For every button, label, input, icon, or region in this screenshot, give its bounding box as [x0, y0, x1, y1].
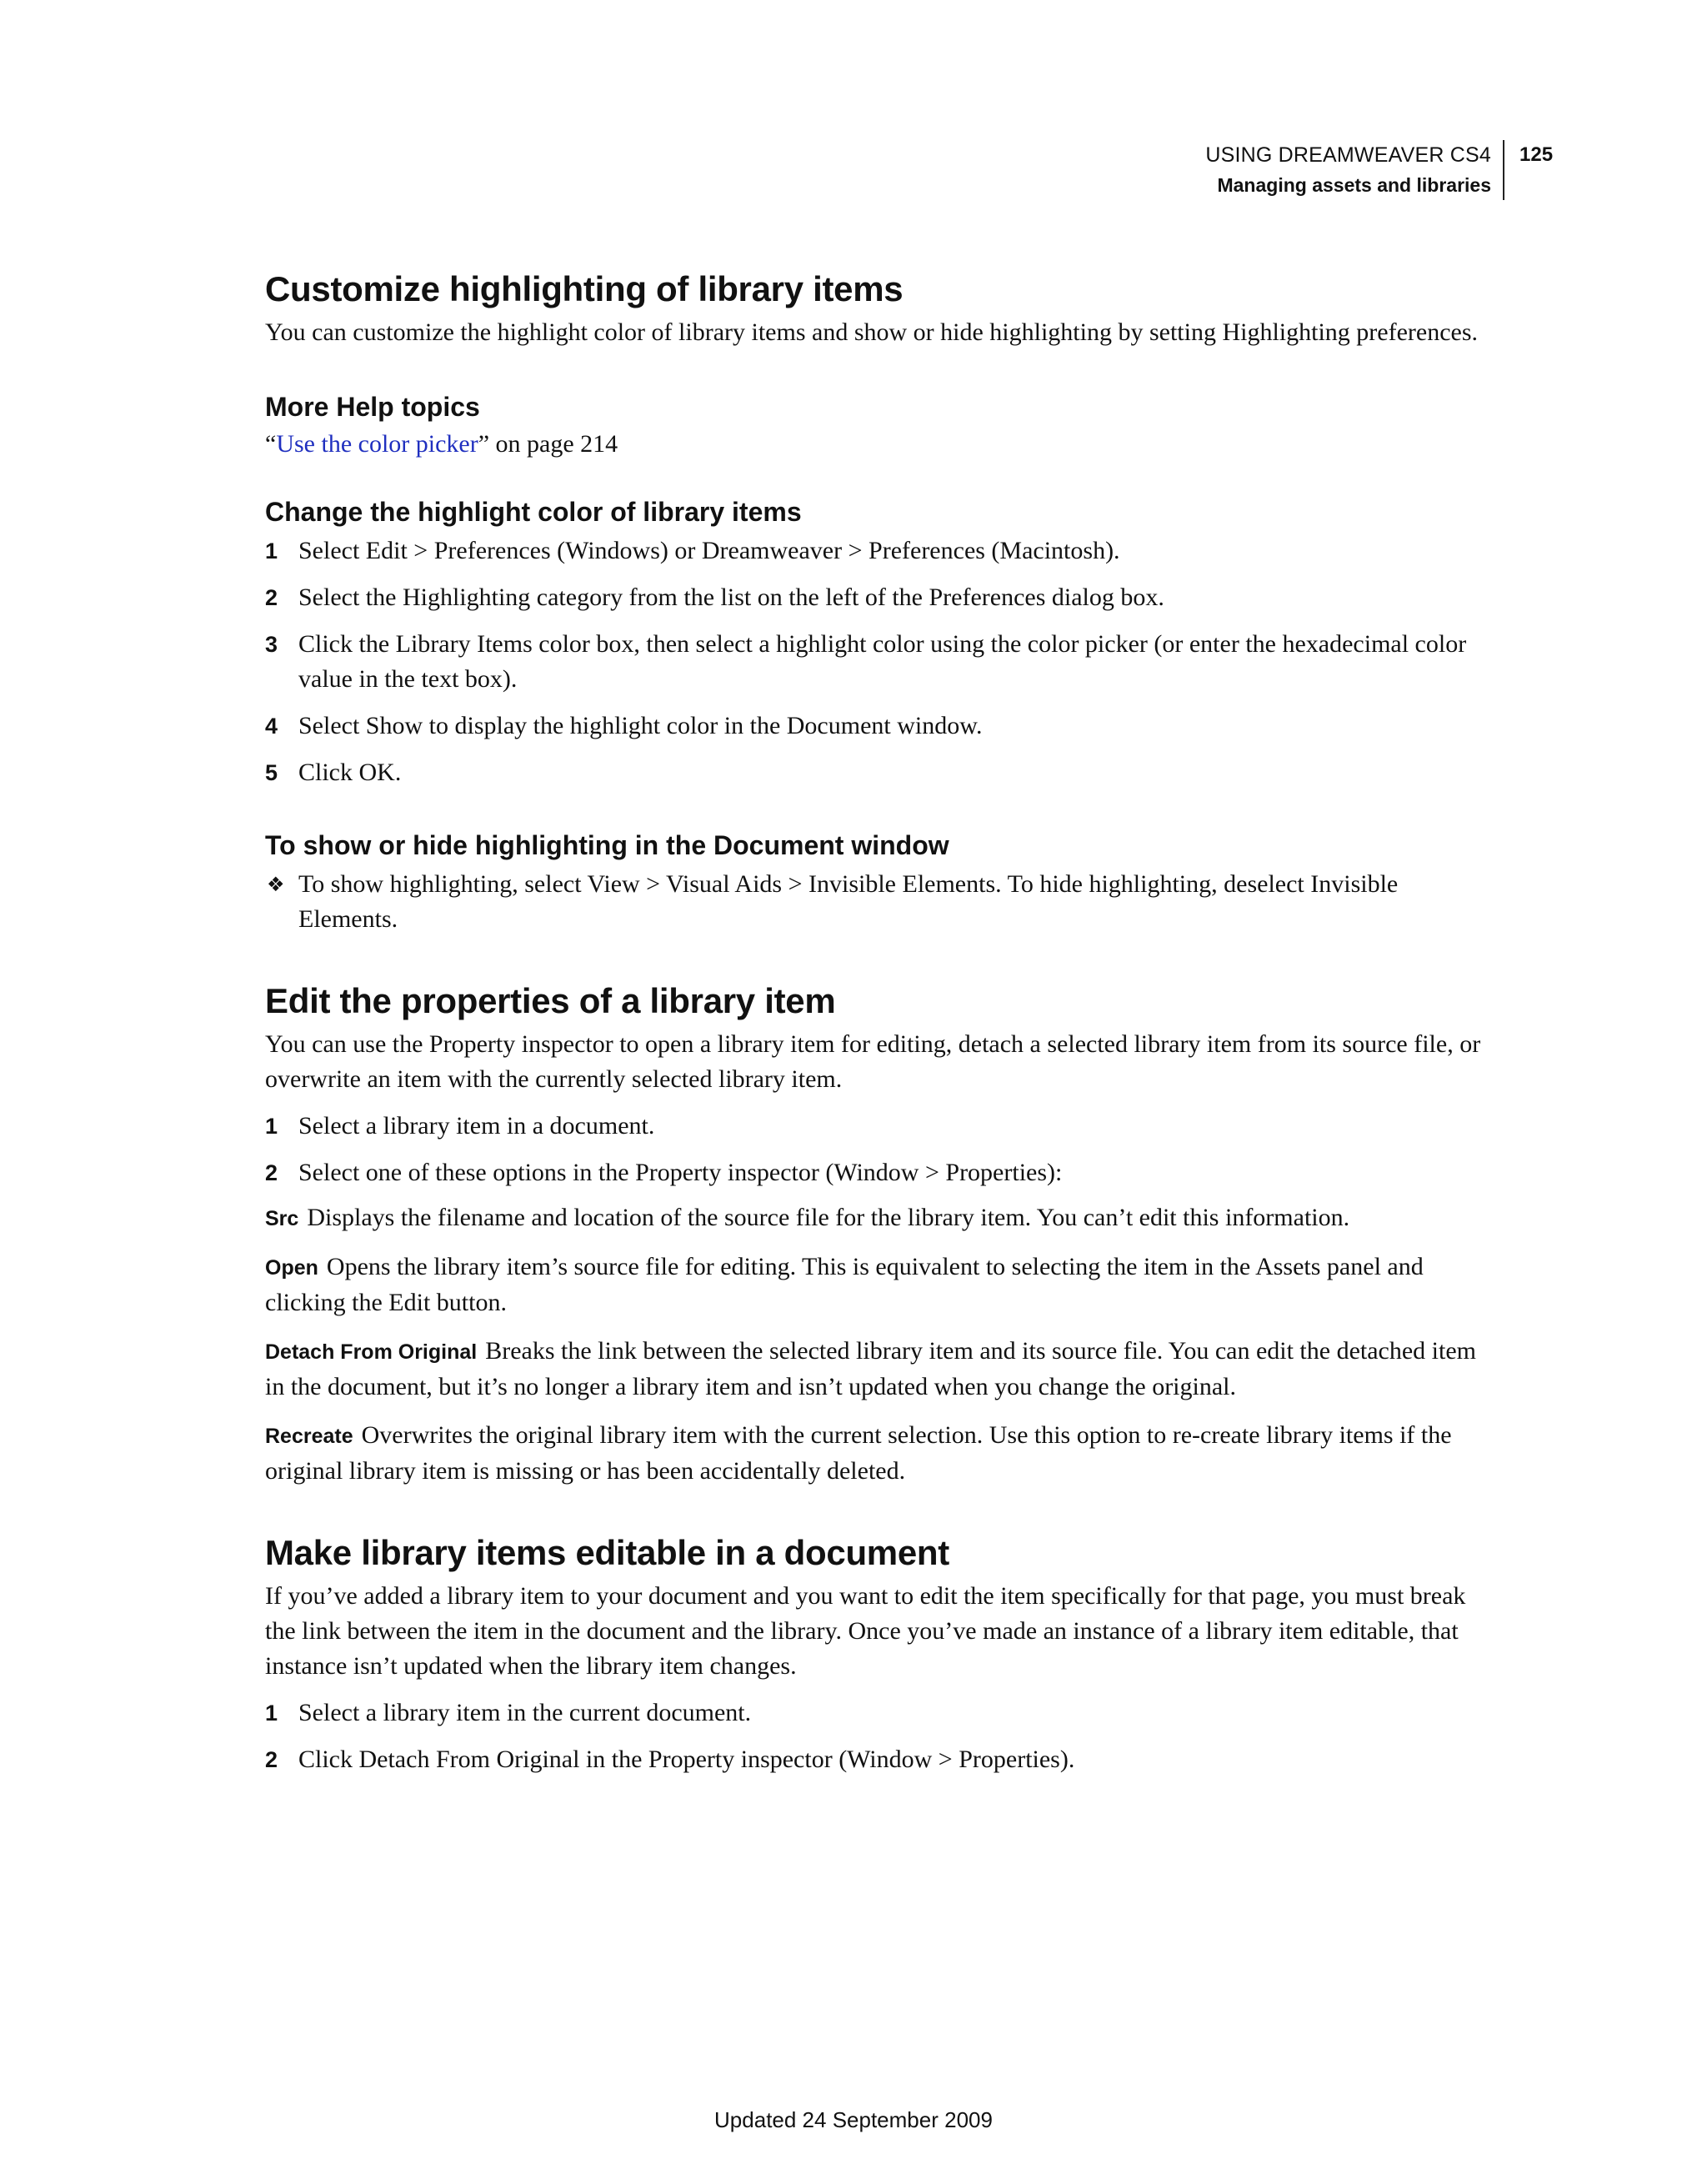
step-text: Select Show to display the highlight color in the Document window.	[298, 712, 983, 739]
change-color-steps	[265, 533, 1499, 790]
definition-recreate	[265, 1418, 1499, 1489]
open-quote: “	[265, 430, 277, 458]
list-item	[265, 1155, 1499, 1190]
term-description: Breaks the link between the selected library item and its source file. You can edit the detached item in the document, but it’s no longer a library item and isn’t updated when you change the original.	[265, 1337, 1476, 1400]
term-description: Opens the library item’s source file for editing. This is equivalent to selecting the item in the Assets panel and clicking the Edit button.	[265, 1253, 1424, 1316]
step-number: 5	[265, 760, 278, 785]
property-options	[265, 1200, 1499, 1489]
subsection-title-change-color: Change the highlight color of library items	[265, 497, 802, 527]
definition-detach	[265, 1334, 1499, 1405]
section-intro: If you’ve added a library item to your document and you want to edit the item specifically for that page, you must break the link between the item in the document and the library. Once you’ve made an instance of a library item editable, that instance isn’t updated when the library item changes.	[265, 1582, 1466, 1680]
term-label: Detach From Original	[265, 1340, 478, 1364]
make-editable-steps	[265, 1696, 1499, 1777]
step-text: Click the Library Items color box, then select a highlight color using the color picker (or enter the hexadecimal color value in the text box).	[298, 630, 1467, 693]
term-description: Displays the filename and location of the source file for the library item. You can’t edit this information.	[307, 1204, 1350, 1231]
step-number: 2	[265, 1747, 278, 1772]
definition-src	[265, 1200, 1499, 1236]
show-hide-bullets	[265, 867, 1499, 937]
page-number: 125	[1519, 143, 1554, 166]
page-footer: Updated 24 September 2009	[714, 2107, 993, 2132]
section-intro: You can customize the highlight color of library items and show or hide highlighting by setting Highlighting preferences.	[265, 318, 1479, 346]
list-item	[265, 867, 1499, 937]
step-text: Select one of these options in the Property inspector (Window > Properties):	[298, 1159, 1063, 1186]
edit-properties-steps	[265, 1109, 1499, 1190]
link-page-ref: ” on page 214	[478, 430, 618, 458]
step-number: 2	[265, 1160, 278, 1185]
step-number: 1	[265, 538, 278, 564]
section-intro: You can use the Property inspector to open a library item for editing, detach a selected library item from its source file, or overwrite an item with the currently selected library item.	[265, 1030, 1481, 1093]
term-label: Src	[265, 1207, 299, 1230]
term-label: Open	[265, 1256, 318, 1280]
list-item	[265, 533, 1499, 569]
step-text: Select a library item in the current document.	[298, 1699, 752, 1726]
chapter-title: Managing assets and libraries	[1217, 174, 1491, 196]
book-title: USING DREAMWEAVER CS4	[1205, 143, 1491, 167]
term-description: Overwrites the original library item with the current selection. Use this option to re-create library items if the original library item is missing or has been accidentally deleted.	[265, 1421, 1452, 1485]
step-number: 1	[265, 1114, 278, 1139]
section-title-customize: Customize highlighting of library items	[265, 269, 904, 308]
section-title-edit-properties: Edit the properties of a library item	[265, 981, 836, 1020]
list-item	[265, 755, 1499, 790]
list-item	[265, 580, 1499, 615]
list-item	[265, 1742, 1499, 1777]
step-number: 2	[265, 585, 278, 610]
page-content	[265, 265, 1499, 1777]
term-label: Recreate	[265, 1425, 353, 1448]
definition-open	[265, 1250, 1499, 1320]
list-item	[265, 1696, 1499, 1731]
more-help-heading: More Help topics	[265, 392, 480, 422]
step-text: Select the Highlighting category from the list on the left of the Preferences dialog box.	[298, 584, 1164, 611]
list-item	[265, 709, 1499, 744]
bullet-text: To show highlighting, select View > Visual Aids > Invisible Elements. To hide highlighting, deselect Invisible Elements.	[298, 870, 1399, 933]
step-number: 1	[265, 1701, 278, 1726]
color-picker-link[interactable]: Use the color picker	[276, 430, 478, 458]
list-item	[265, 1109, 1499, 1144]
running-header	[1205, 140, 1504, 200]
step-text: Click Detach From Original in the Property inspector (Window > Properties).	[298, 1746, 1075, 1773]
section-title-make-editable: Make library items editable in a document	[265, 1533, 949, 1572]
step-number: 4	[265, 714, 278, 739]
subsection-title-show-hide: To show or hide highlighting in the Document window	[265, 830, 949, 860]
step-number: 3	[265, 632, 278, 657]
step-text: Click OK.	[298, 759, 402, 786]
diamond-bullet-icon: ❖	[267, 873, 285, 896]
step-text: Select Edit > Preferences (Windows) or Dreamweaver > Preferences (Macintosh).	[298, 537, 1120, 564]
more-help-line	[265, 427, 1499, 462]
list-item	[265, 627, 1499, 697]
step-text: Select a library item in a document.	[298, 1112, 655, 1140]
